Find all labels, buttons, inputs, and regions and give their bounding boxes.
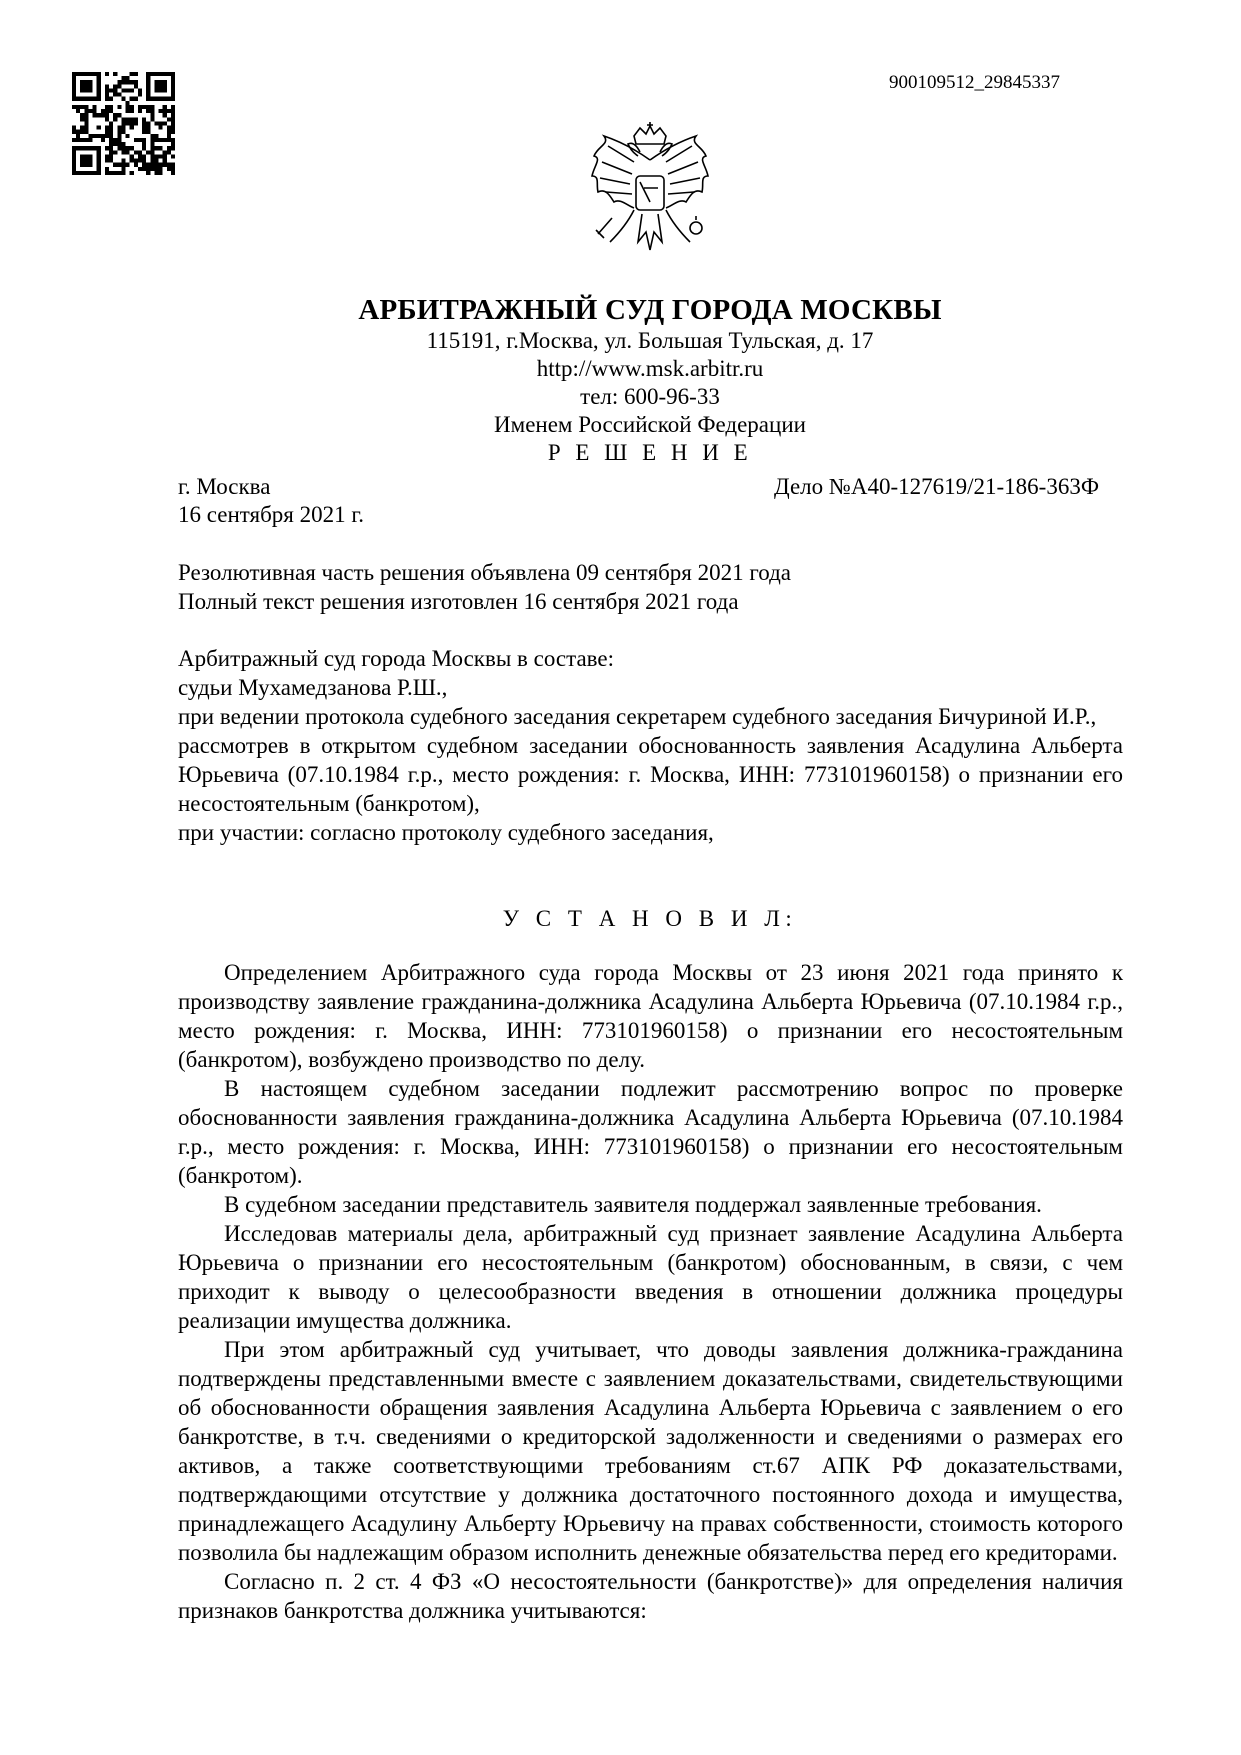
decision-title: Р Е Ш Е Н И Е <box>547 440 753 465</box>
considering-line: рассмотрев в открытом судебном заседании обоснованность заявления Асадулина Альберта Юрьевича (07.10.1984 г.р., место рождения: г. Москва, ИНН: 773101960158) о признании его несостоятельным (банкротом), <box>178 733 1123 816</box>
document-id: 900109512_29845337 <box>889 72 1060 93</box>
participation-line: при участии: согласно протоколу судебного заседания, <box>178 820 714 845</box>
paragraph: При этом арбитражный суд учитывает, что доводы заявления должника-гражданина подтверждены представленными вместе с заявлением доказательствами, свидетельствующими об обоснованности обращения заявления Асадулина Альберта Юрьевича с заявлением о его банкротстве, в т.ч. сведениями о кредиторской задолженности и сведениями о размерах его активов, а также соответствующими требованиям ст.67 АПК РФ доказательствами, подтверждающими отсутствие у должника достаточного постоянного дохода и имущества, принадлежащего Асадулину Альберту Юрьевичу на правах собственности, стоимость которого позволила бы надлежащим образом исполнить денежные обязательства перед его кредиторами. <box>178 1337 1123 1565</box>
court-website: http://www.msk.arbitr.ru <box>536 356 764 381</box>
qr-code-icon <box>72 72 175 175</box>
paragraph: Исследовав материалы дела, арбитражный суд признает заявление Асадулина Альберта Юрьевича о признании его несостоятельным (банкротом) обоснованным, в связи, с чем приходит к выводу о целесообразности введения в отношении должника процедуры реализации имущества должника. <box>178 1221 1123 1333</box>
composition-block <box>178 644 1123 847</box>
section-title: У С Т А Н О В И Л: <box>502 906 798 931</box>
announcement-block <box>178 558 1123 616</box>
court-composition-line: Арбитражный суд города Москвы в составе: <box>178 646 615 671</box>
operative-part-line: Резолютивная часть решения объявлена 09 сентября 2021 года <box>178 560 791 585</box>
decision-date: 16 сентября 2021 г. <box>178 502 364 527</box>
case-number: Дело №А40-127619/21-186-363Ф <box>774 474 1099 499</box>
court-name: АРБИТРАЖНЫЙ СУД ГОРОДА МОСКВЫ <box>358 294 942 326</box>
city: г. Москва <box>178 474 271 499</box>
judge-line: судьи Мухамедзанова Р.Ш., <box>178 675 448 700</box>
paragraph: В судебном заседании представитель заявителя поддержал заявленные требования. <box>224 1192 1042 1217</box>
court-address: 115191, г.Москва, ул. Большая Тульская, д. 17 <box>426 328 874 353</box>
full-text-line: Полный текст решения изготовлен 16 сентября 2021 года <box>178 589 739 614</box>
coat-of-arms-icon <box>584 122 716 262</box>
secretary-line: при ведении протокола судебного заседания секретарем судебного заседания Бичуриной И.Р., <box>178 704 1097 729</box>
findings-block <box>178 958 1123 1625</box>
paragraph: Определением Арбитражного суда города Москвы от 23 июня 2021 года принято к производству заявление гражданина-должника Асадулина Альберта Юрьевича (07.10.1984 г.р., место рождения: г. Москва, ИНН: 773101960158) о признании его несостоятельным (банкротом), возбуждено производство по делу. <box>178 960 1123 1072</box>
in-name-of-federation: Именем Российской Федерации <box>494 412 806 437</box>
court-phone: тел: 600-96-33 <box>580 384 720 409</box>
paragraph: Согласно п. 2 ст. 4 ФЗ «О несостоятельности (банкротстве)» для определения наличия признаков банкротства должника учитываются: <box>178 1569 1123 1623</box>
paragraph: В настоящем судебном заседании подлежит рассмотрению вопрос по проверке обоснованности заявления гражданина-должника Асадулина Альберта Юрьевича (07.10.1984 г.р., место рождения: г. Москва, ИНН: 773101960158) о признании его несостоятельным (банкротом). <box>178 1076 1123 1188</box>
